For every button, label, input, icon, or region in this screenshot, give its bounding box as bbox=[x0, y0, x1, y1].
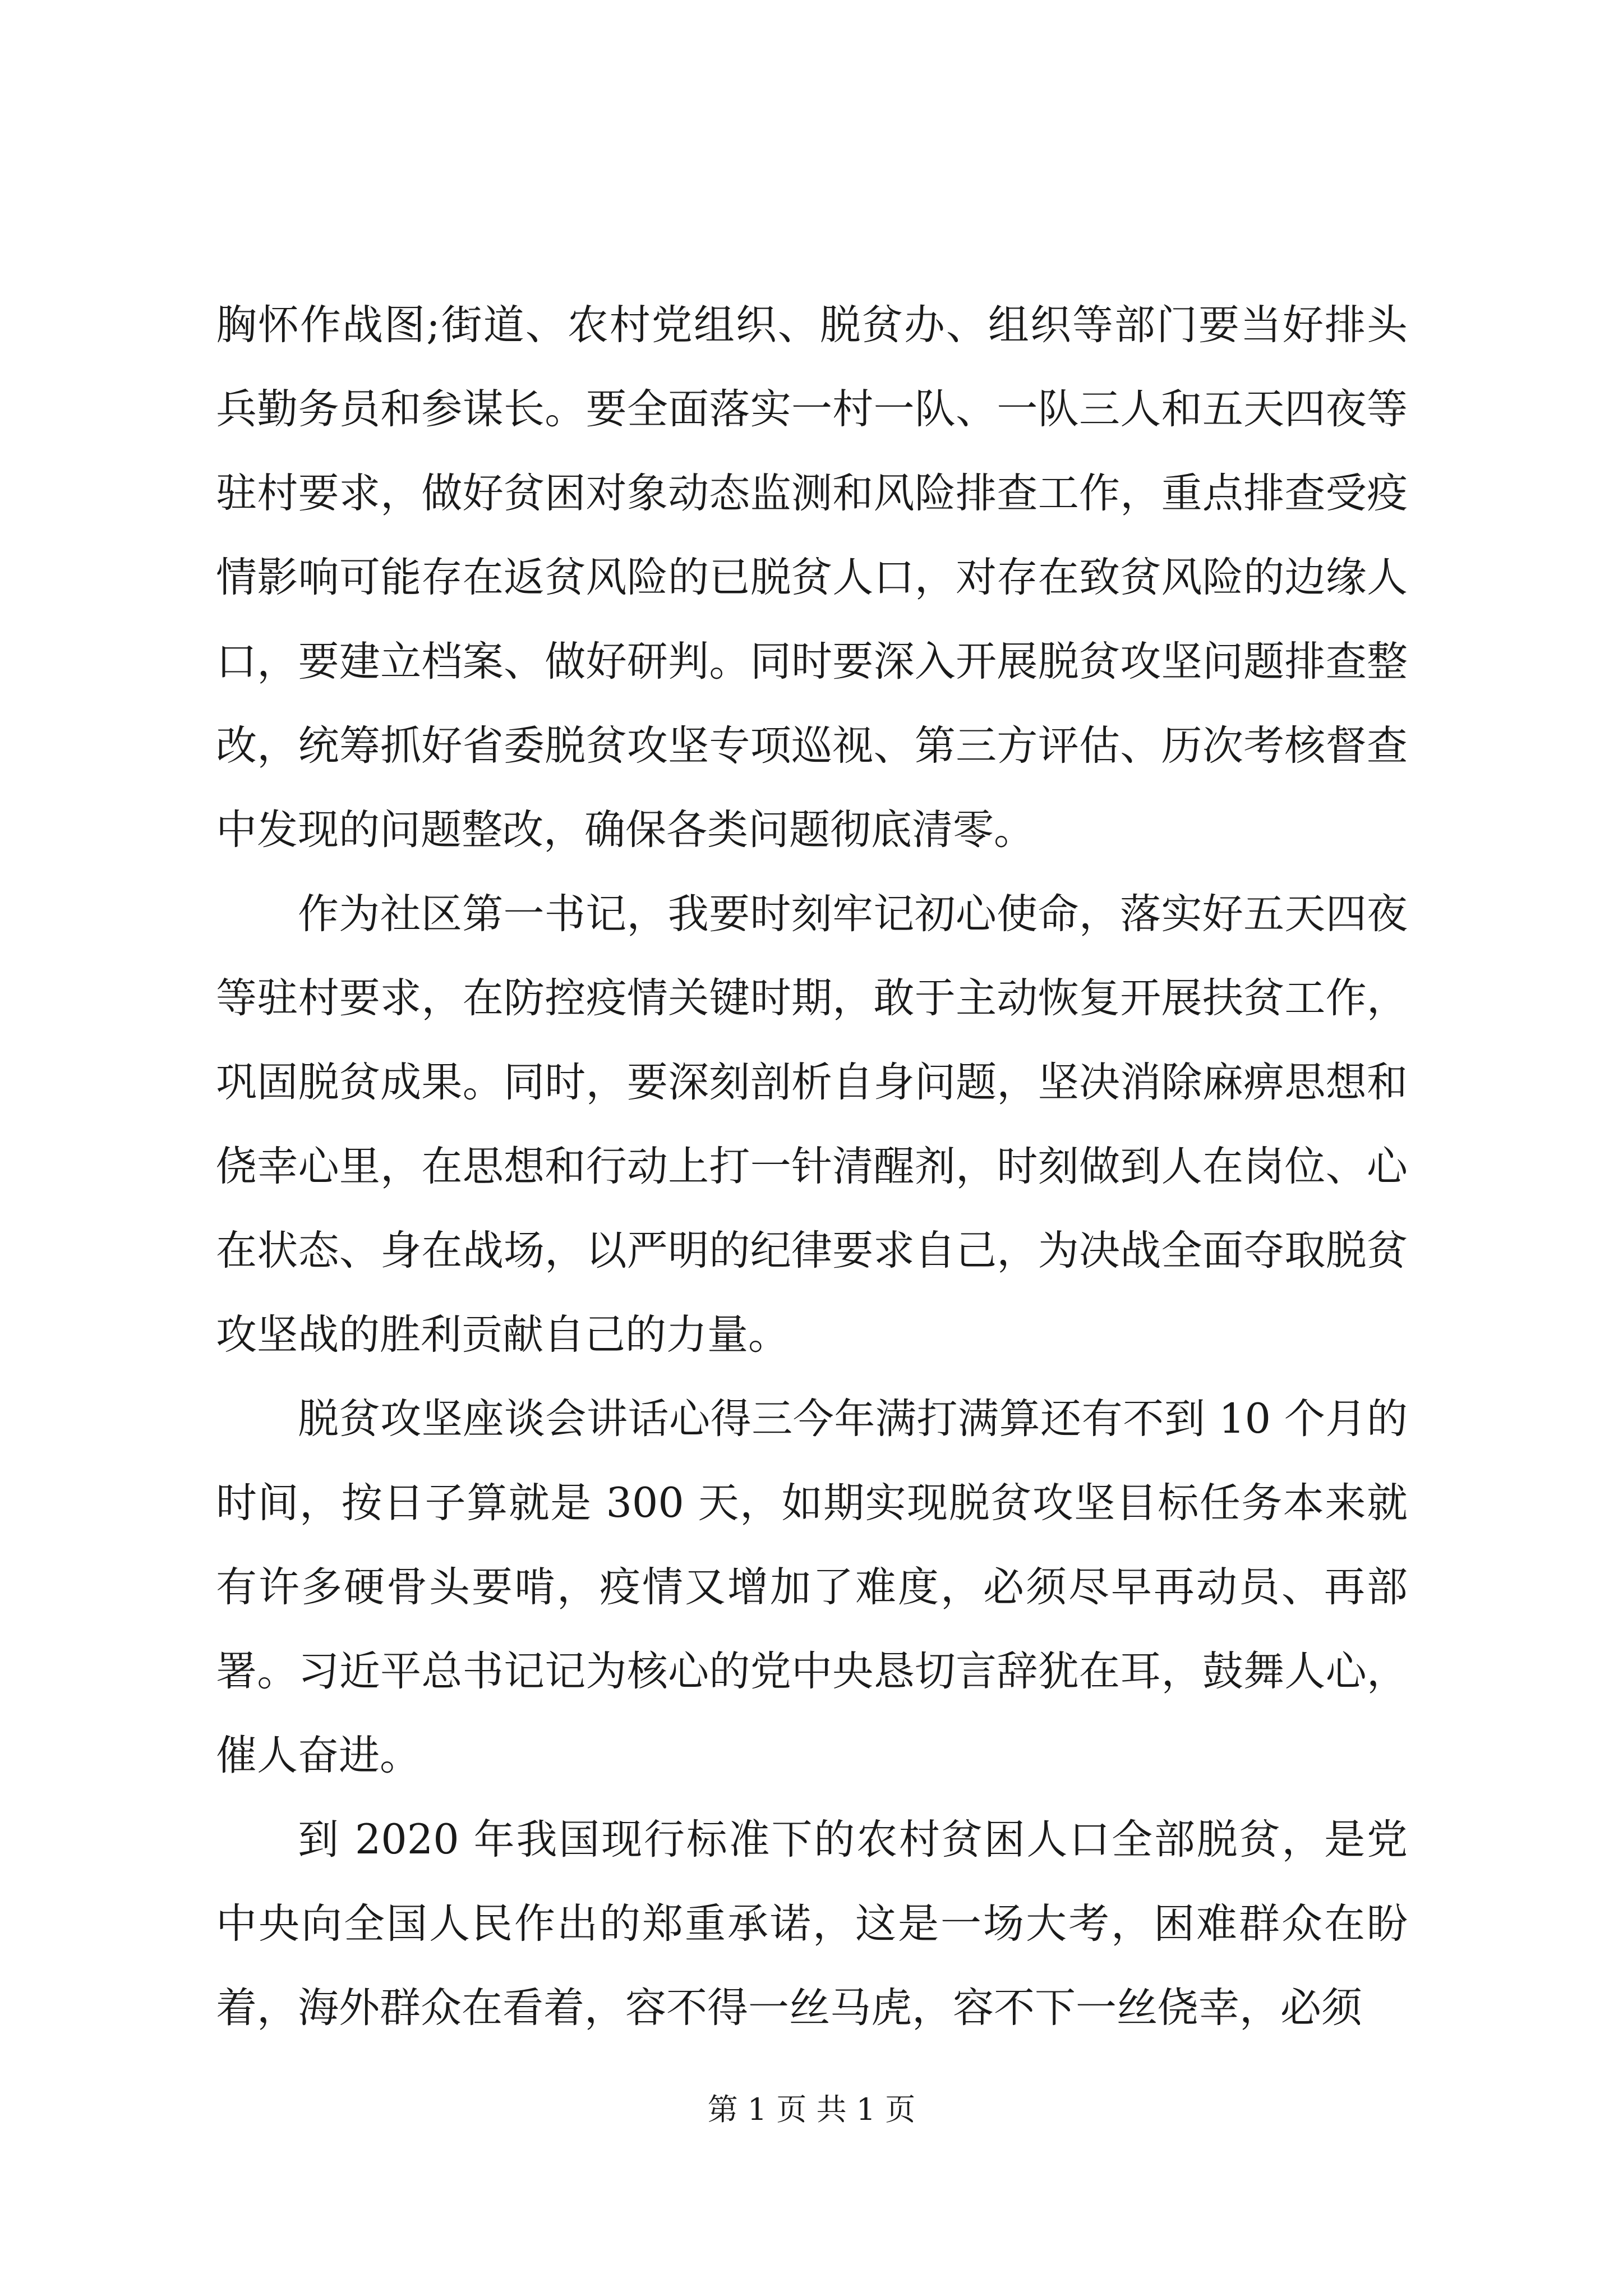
paragraph: 到 2020 年我国现行标准下的农村贫困人口全部脱贫，是党中央向全国人民作出的郑重承诺，这是一场大考，困难群众在盼着，海外群众在看着，容不得一丝马虎，容不下一丝侥幸，必须 bbox=[216, 1816, 1408, 2032]
document-body bbox=[216, 283, 1408, 2050]
paragraph: 脱贫攻坚座谈会讲话心得三今年满打满算还有不到 10 个月的时间，按日子算就是 300 天，如期实现脱贫攻坚目标任务本来就有许多硬骨头要啃，疫情又增加了难度，必须尽早再动员、再部署。习近平总书记记为核心的党中央恳切言辞犹在耳，鼓舞人心，催人奋进。 bbox=[216, 1395, 1408, 1779]
page-footer: 第 1 页 共 1 页 bbox=[707, 2092, 916, 2127]
paragraph: 作为社区第一书记，我要时刻牢记初心使命，落实好五天四夜等驻村要求，在防控疫情关键时期，敢于主动恢复开展扶贫工作，巩固脱贫成果。同时，要深刻剖析自身问题，坚决消除麻痹思想和侥幸心里，在思想和行动上打一针清醒剂，时刻做到人在岗位、心在状态、身在战场，以严明的纪律要求自己，为决战全面夺取脱贫攻坚战的胜利贡献自己的力量。 bbox=[216, 890, 1408, 1359]
paragraph-continued: 胸怀作战图;街道、农村党组织、脱贫办、组织等部门要当好排头兵勤务员和参谋长。要全面落实一村一队、一队三人和五天四夜等驻村要求，做好贫困对象动态监测和风险排查工作，重点排查受疫情影响可能存在返贫风险的已脱贫人口，对存在致贫风险的边缘人口，要建立档案、做好研判。同时要深入开展脱贫攻坚问题排查整改，统筹抓好省委脱贫攻坚专项巡视、第三方评估、历次考核督查中发现的问题整改，确保各类问题彻底清零。 bbox=[216, 301, 1408, 854]
